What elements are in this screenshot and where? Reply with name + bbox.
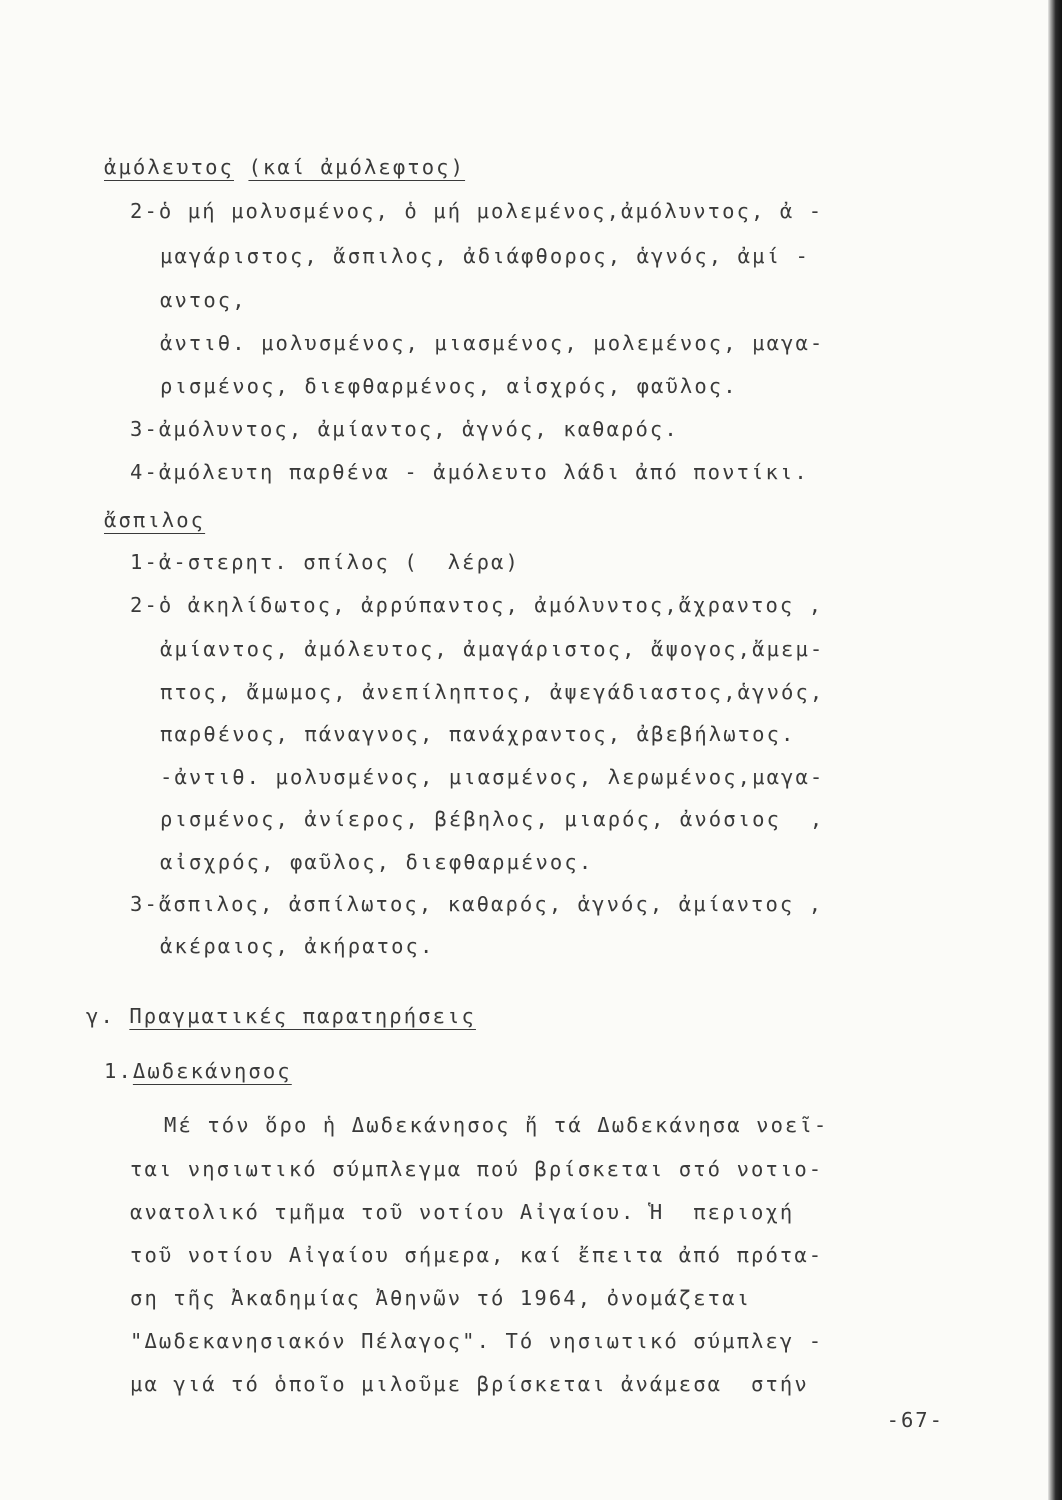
page-number: -67-: [886, 1408, 944, 1432]
entry-line: 3-ἀμόλυντος, ἀμίαντος, ἁγνός, καθαρός.: [130, 417, 679, 441]
subsection-heading: [104, 1057, 292, 1085]
paragraph-line: τοῦ νοτίου Αἰγαίου σήμερα, καί ἔπειτα ἀπό πρότα-: [130, 1243, 824, 1267]
entry-line: παρθένος, πάναγνος, πανάχραντος, ἀβεβήλωτος.: [160, 722, 796, 746]
section-heading: [86, 1002, 476, 1030]
paragraph-line: ανατολικό τμῆμα τοῦ νοτίου Αἰγαίου. Ἡ περιοχή: [130, 1200, 795, 1224]
subsection-title: Δωδεκάνησος: [132, 1059, 292, 1083]
entry-line: ἀντιθ. μολυσμένος, μιασμένος, μολεμένος, μαγα-: [160, 331, 825, 355]
entry-line: μαγάριστος, ἄσπιλος, ἀδιάφθορος, ἁγνός, ἀμί -: [160, 244, 810, 268]
paragraph-line: ση τῆς Ἀκαδημίας Ἀθηνῶν τό 1964, ὀνομάζεται: [130, 1286, 752, 1310]
entry-headword: ἀμόλευτος: [104, 155, 234, 179]
paragraph-line: Μέ τόν ὅρο ἡ Δωδεκάνησος ἤ τά Δωδεκάνησα νοεῖ-: [164, 1113, 829, 1137]
paragraph-line: ται νησιωτικό σύμπλεγμα πού βρίσκεται στό νοτιο-: [130, 1157, 824, 1181]
entry-line: ἀμίαντος, ἀμόλευτος, ἀμαγάριστος, ἄψογος,ἄμεμ-: [160, 637, 825, 661]
entry-line: 2-ὁ μή μολυσμένος, ὁ μή μολεμένος,ἀμόλυντος, ἀ -: [130, 199, 824, 223]
subsection-number: 1.: [104, 1059, 133, 1083]
entry-line: αντος,: [160, 288, 247, 312]
entry-line: ρισμένος, διεφθαρμένος, αἰσχρός, φαῦλος.: [160, 374, 738, 398]
section-letter: γ.: [86, 1004, 115, 1028]
entry-line: ρισμένος, ἀνίερος, βέβηλος, μιαρός, ἀνόσιος ,: [160, 807, 825, 831]
entry-heading: [104, 506, 205, 534]
entry-line: 3-ἄσπιλος, ἀσπίλωτος, καθαρός, ἁγνός, ἀμίαντος ,: [130, 892, 824, 916]
entry-line: 1-ἀ-στερητ. σπίλος ( λέρα): [130, 550, 520, 574]
entry-line: πτος, ἄμωμος, ἀνεπίληπτος, ἀψεγάδιαστος,ἁγνός,: [160, 680, 825, 704]
page-edge-shadow: [1048, 0, 1062, 1500]
entry-headword: ἄσπιλος: [104, 508, 206, 532]
entry-line: 2-ὁ ἀκηλίδωτος, ἀρρύπαντος, ἀμόλυντος,ἄχραντος ,: [130, 593, 824, 617]
entry-heading: [104, 153, 465, 181]
entry-variant: (καί ἀμόλεφτος): [248, 155, 466, 179]
entry-line: -ἀντιθ. μολυσμένος, μιασμένος, λερωμένος,μαγα-: [160, 765, 825, 789]
paragraph-line: "Δωδεκανησιακόν Πέλαγος". Τό νησιωτικό σύμπλεγ -: [130, 1329, 824, 1353]
paragraph-line: μα γιά τό ὁποῖο μιλοῦμε βρίσκεται ἀνάμεσα στήν: [130, 1372, 809, 1396]
section-title: Πραγματικές παρατηρήσεις: [129, 1004, 476, 1028]
entry-line: 4-ἀμόλευτη παρθένα - ἀμόλευτο λάδι ἀπό ποντίκι.: [130, 460, 809, 484]
entry-line: ἀκέραιος, ἀκήρατος.: [160, 934, 435, 958]
entry-line: αἰσχρός, φαῦλος, διεφθαρμένος.: [160, 850, 594, 874]
